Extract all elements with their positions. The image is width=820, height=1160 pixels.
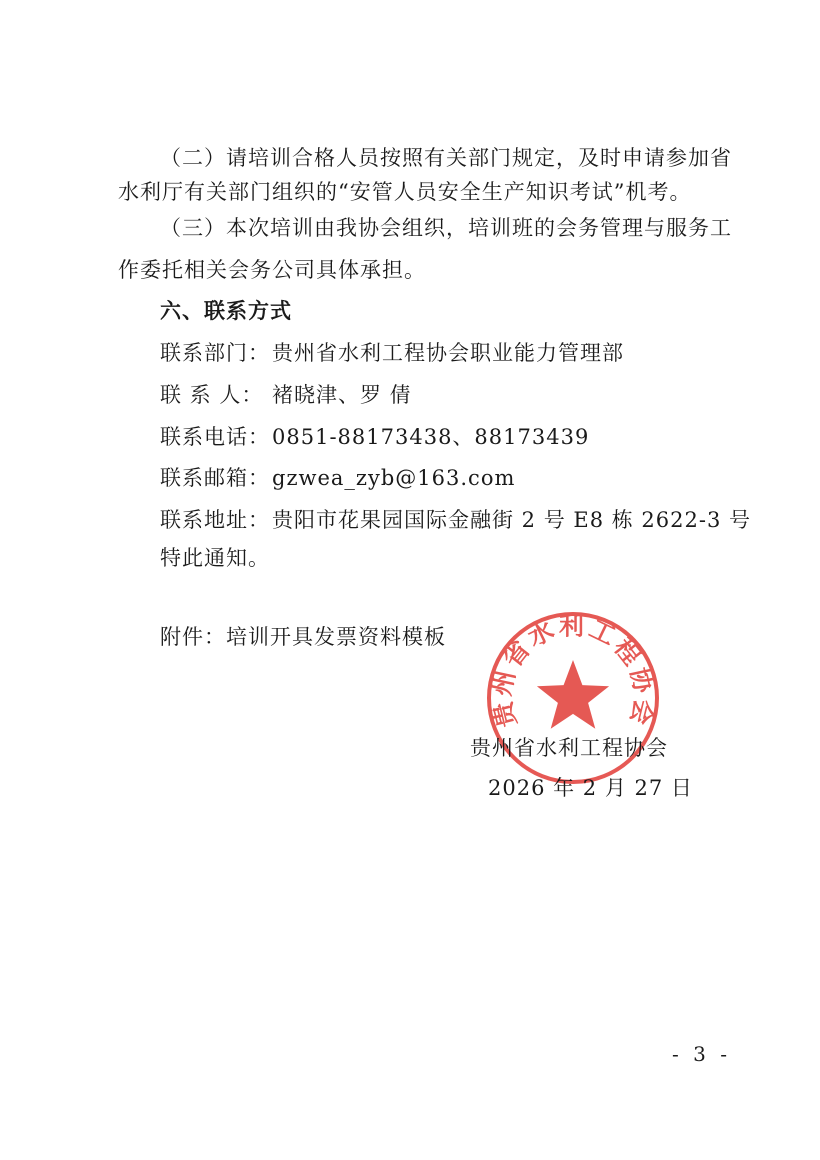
contact-email-row bbox=[160, 463, 515, 493]
email-value: gzwea_zyb@163.com bbox=[272, 466, 516, 490]
signature-organization: 贵州省水利工程协会 bbox=[470, 736, 668, 760]
email-label: 联系邮箱： bbox=[160, 466, 270, 490]
contact-person-row bbox=[160, 380, 412, 410]
paragraph-2-line-1: （二）请培训合格人员按照有关部门规定，及时申请参加省 bbox=[160, 146, 732, 170]
phone-label: 联系电话： bbox=[160, 425, 270, 449]
paragraph-2-line-2: 水利厅有关部门组织的“安管人员安全生产知识考试”机考。 bbox=[118, 180, 692, 204]
paragraph-3-line-1: （三）本次培训由我协会组织，培训班的会务管理与服务工 bbox=[160, 216, 732, 240]
contact-address-row bbox=[160, 505, 751, 535]
contact-department-row bbox=[160, 338, 624, 368]
paragraph-3-line-2: 作委托相关会务公司具体承担。 bbox=[118, 258, 426, 282]
page-number: - 3 - bbox=[672, 1042, 731, 1066]
contact-heading: 六、联系方式 bbox=[160, 298, 292, 323]
signature-date: 2026 年 2 月 27 日 bbox=[488, 776, 693, 800]
closing-text: 特此通知。 bbox=[160, 546, 270, 570]
address-label: 联系地址： bbox=[160, 508, 270, 532]
phone-value: 0851-88173438、88173439 bbox=[272, 425, 590, 449]
person-value: 褚晓津、罗 倩 bbox=[272, 383, 412, 407]
address-value: 贵阳市花果园国际金融街 2 号 E8 栋 2622-3 号 bbox=[272, 508, 752, 532]
contact-phone-row bbox=[160, 422, 589, 452]
seal-star-icon bbox=[537, 660, 609, 729]
seal-text: 贵州省水利工程协会 bbox=[486, 611, 660, 731]
person-label: 联 系 人： bbox=[160, 383, 264, 407]
attachment-line: 附件：培训开具发票资料模板 bbox=[160, 625, 446, 649]
department-value: 贵州省水利工程协会职业能力管理部 bbox=[272, 341, 624, 365]
department-label: 联系部门： bbox=[160, 341, 270, 365]
